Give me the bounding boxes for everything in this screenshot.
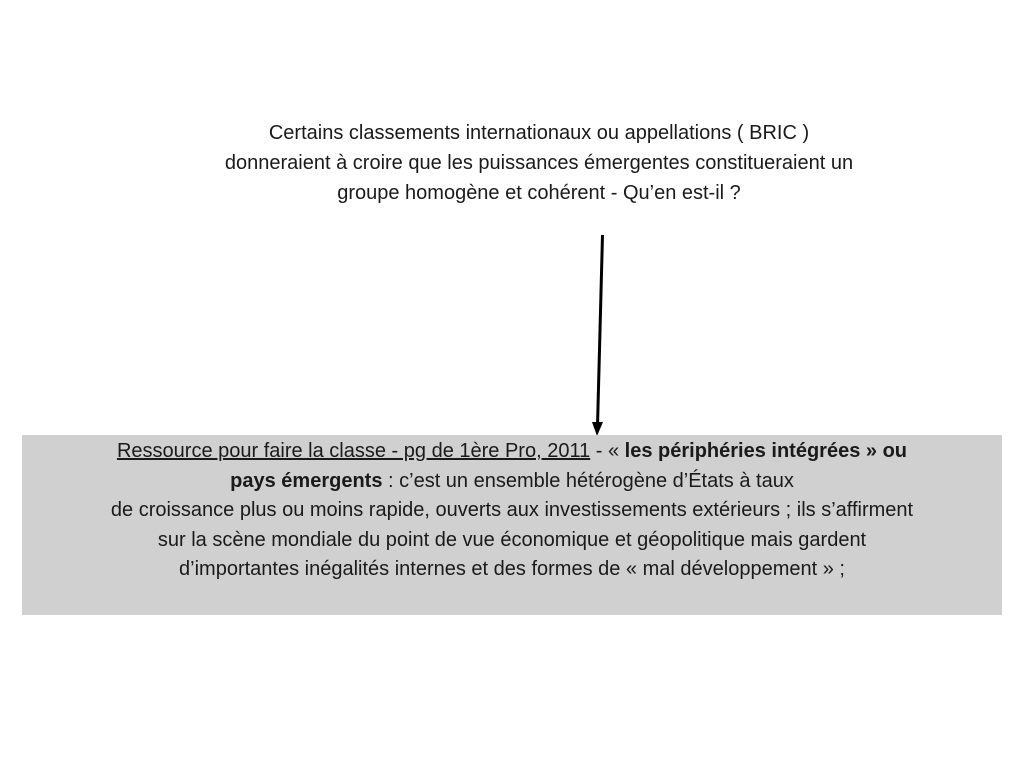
- connector-arrow: [580, 230, 620, 442]
- term-emerging-countries: pays émergents: [230, 469, 383, 492]
- definition-line-4: sur la scène mondiale du point de vue économique et géopolitique mais gardent: [157, 528, 867, 551]
- definition-line-1: [22, 437, 1002, 467]
- arrow-head: [592, 422, 603, 436]
- arrow-shaft: [598, 235, 603, 426]
- separator-text: - «: [590, 440, 625, 462]
- question-line-3: groupe homogène et cohérent - Qu’en est-il ?: [337, 182, 741, 204]
- question-line-2: donneraient à croire que les puissances émergentes constitueraient un: [224, 152, 854, 174]
- question-text: [130, 118, 948, 208]
- definition-line-2: [22, 467, 1002, 497]
- connector-text: ou: [877, 440, 908, 462]
- definition-text-1: : c’est un ensemble hétérogène d’États à taux: [382, 469, 794, 492]
- question-line-1: Certains classements internationaux ou appellations ( BRIC ): [268, 122, 810, 144]
- source-reference: Ressource pour faire la classe - pg de 1ère Pro, 2011: [116, 440, 591, 462]
- definition-line-3: de croissance plus ou moins rapide, ouverts aux investissements extérieurs ; ils s’affirment: [110, 499, 914, 521]
- definition-line-5: d’importantes inégalités internes et des formes de « mal développement » ;: [179, 558, 845, 580]
- term-integrated-peripheries: les périphéries intégrées »: [624, 440, 878, 462]
- definition-box: [22, 435, 1002, 615]
